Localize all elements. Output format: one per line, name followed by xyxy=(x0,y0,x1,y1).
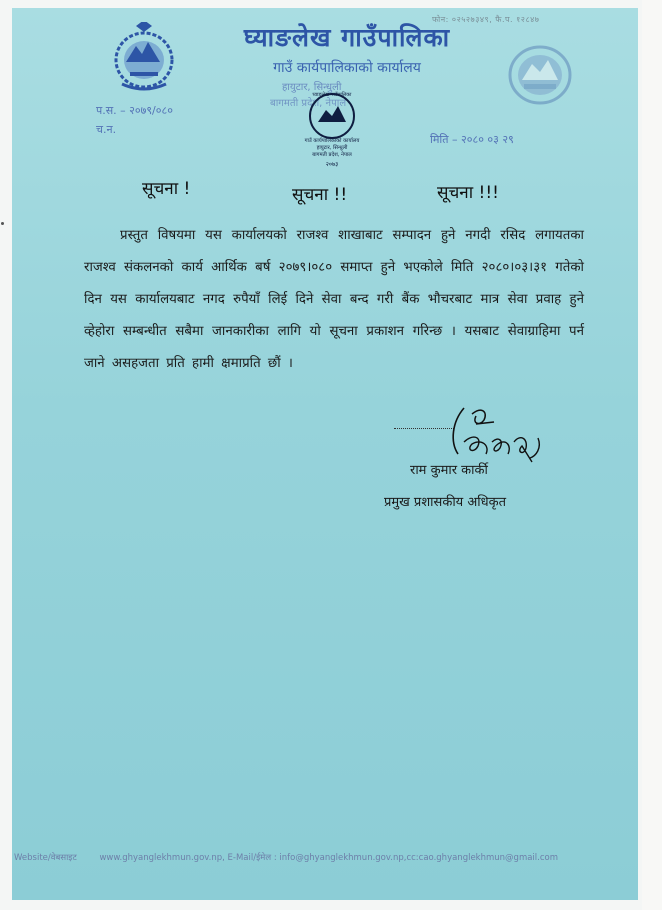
stamp-line-3: हायुटार, सिन्धुली xyxy=(316,145,348,151)
scan-margin xyxy=(642,0,662,910)
header-contact-note: फोन: ०२५२७३४९, फै.प. १२८४७ xyxy=(432,15,540,24)
stamp-line-1: घ्याङलेख गाउँपालिका xyxy=(312,92,352,98)
municipality-title: घ्याङलेख गाउँपालिका xyxy=(243,23,451,52)
scan-speck xyxy=(1,222,4,225)
municipality-logo-icon xyxy=(506,44,574,106)
office-subtitle: गाउँ कार्यपालिकाको कार्यालय xyxy=(273,60,421,76)
signatory-name: राम कुमार कार्की xyxy=(410,463,488,478)
notice-heading-1: सूचना ! xyxy=(142,179,191,199)
office-stamp-icon xyxy=(292,82,372,174)
letter-page xyxy=(12,8,638,900)
letter-date: मिति – २०८० ०३ २९ xyxy=(430,133,514,146)
notice-heading-3: सूचना !!! xyxy=(437,183,499,203)
reference-number: प.स. – २०७९/०८० xyxy=(96,104,173,117)
footer-website-email: www.ghyanglekhmun.gov.np, E-Mail/ईमेल : info@ghyanglekhmun.gov.np,cc:cao.ghyanglekhmun@gmail.com xyxy=(99,853,559,863)
notice-heading-2: सूचना !! xyxy=(292,185,348,205)
stamp-line-5: २०७३ xyxy=(325,161,339,168)
footer-website-label: Website/वेबसाइट xyxy=(14,853,77,863)
stamp-line-2: गाउँ कार्यपालिकाको कार्यालय xyxy=(304,138,360,144)
notice-body: प्रस्तुत विषयमा यस कार्यालयको राजश्व शाखाबाट सम्पादन हुने नगदी रसिद लगायतका राजश्व संकलनको कार्य आर्थिक बर्ष २०७९।०८० समाप्त हुने भएकोले मिति २०८०।०३।३१ गतेको दिन यस कार्यालयबाट नगद रुपैयाँ लिई दिने सेवा बन्द गरी बैंक भौचरबाट मात्र सेवा प्रवाह हुने व्हेहोरा सम्बन्धीत सबैमा जानकारीका लागि यो सूचना प्रकाशन गरिन्छ । यसबाट सेवाग्राहिमा पर्न जाने असहजता प्रति हामी क्षमाप्रति छौं । xyxy=(84,228,584,371)
address-line-1: हायुटार, सिन्धुली xyxy=(282,82,342,93)
footer-contact xyxy=(14,852,558,863)
dispatch-number: च.न. xyxy=(96,123,117,136)
nepal-emblem-icon xyxy=(108,22,180,92)
address-line-2: बागमती प्रदेश, नेपाल xyxy=(270,98,347,109)
stamp-line-4: बागमती प्रदेश, नेपाल xyxy=(312,152,352,158)
signatory-designation: प्रमुख प्रशासकीय अधिकृत xyxy=(384,495,507,510)
